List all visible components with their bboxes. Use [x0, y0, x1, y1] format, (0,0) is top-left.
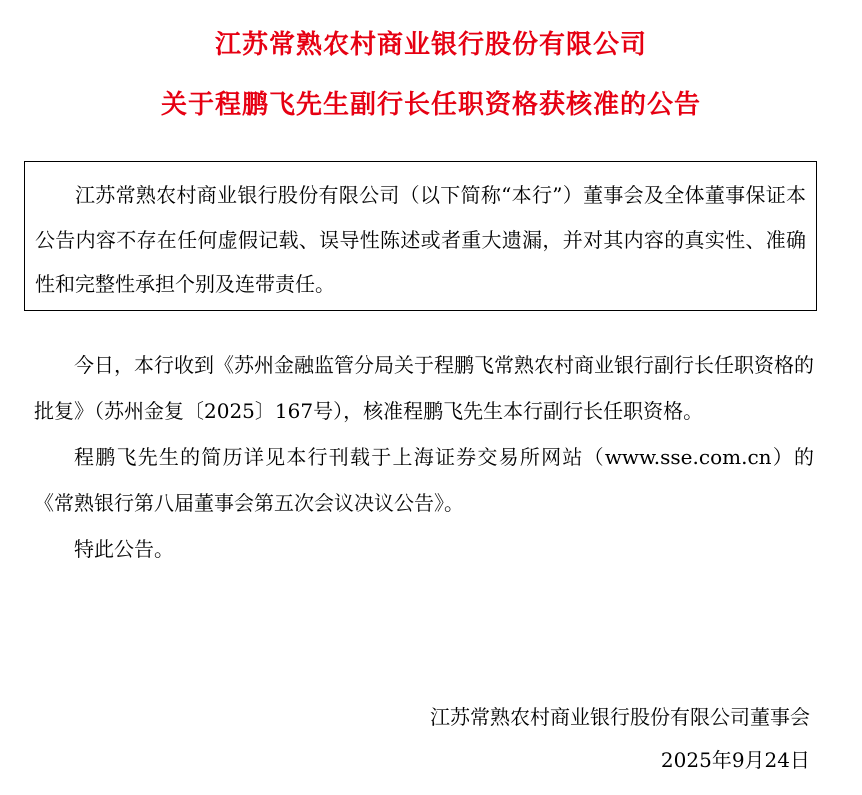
- disclaimer-statement: 江苏常熟农村商业银行股份有限公司（以下简称“本行”）董事会及全体董事保证本公告内容不存在任何虚假记载、误导性陈述或者重大遗漏，并对其内容的真实性、准确性和完整性承担个别及连带责任。: [35, 183, 806, 296]
- announcement-title-line1: 江苏常熟农村商业银行股份有限公司: [214, 30, 647, 60]
- body-paragraph-approval: 今日，本行收到《苏州金融监管分局关于程鹏飞常熟农村商业银行副行长任职资格的批复》（苏州金复〔2025〕167号），核准程鹏飞先生本行副行长任职资格。: [34, 353, 814, 423]
- body-paragraph-resume: 程鹏飞先生的简历详见本行刊载于上海证券交易所网站（www.sse.com.cn）的《常熟银行第八届董事会第五次会议决议公告》。: [34, 445, 814, 515]
- disclaimer-box: [24, 161, 817, 311]
- signature-organization: 江苏常熟农村商业银行股份有限公司董事会: [430, 705, 810, 729]
- signature-date: 2025年9月24日: [660, 748, 810, 772]
- body-paragraph-closing: 特此公告。: [74, 537, 174, 561]
- announcement-title-line2: 关于程鹏飞先生副行长任职资格获核准的公告: [160, 90, 701, 120]
- announcement-body: [34, 342, 814, 572]
